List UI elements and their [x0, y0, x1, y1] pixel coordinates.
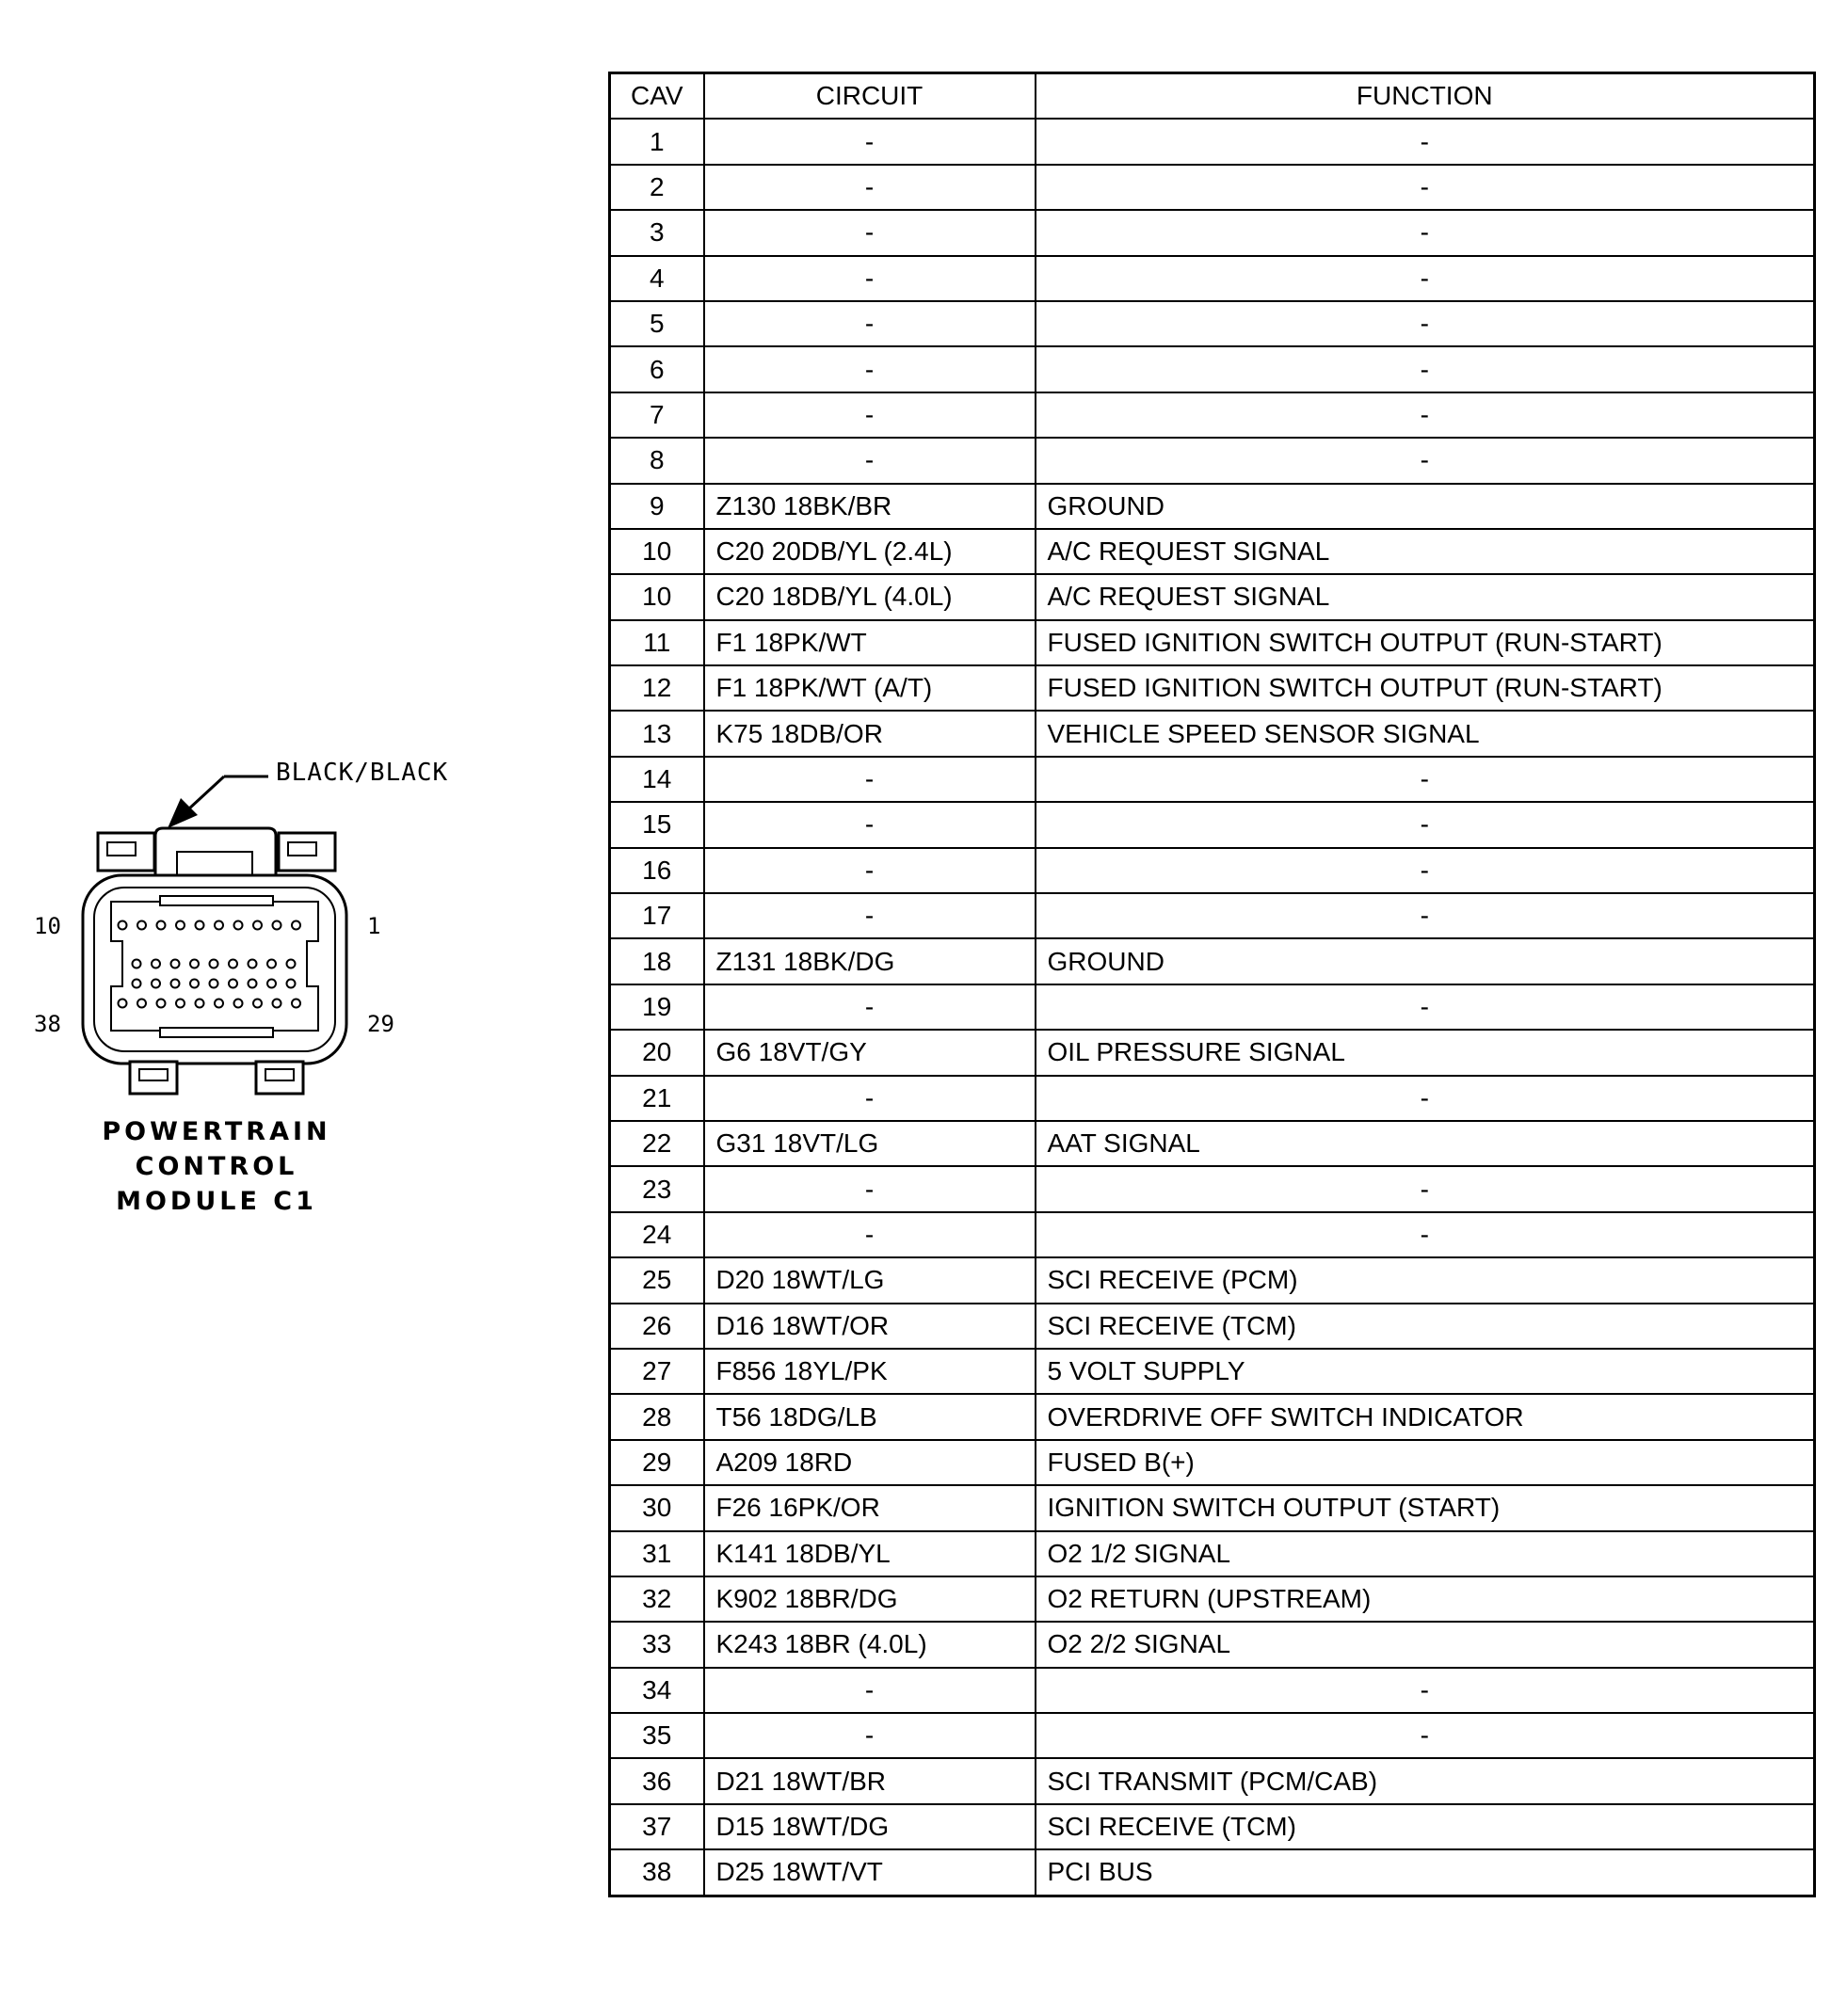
circuit-cell: -: [704, 848, 1036, 893]
function-cell: -: [1036, 346, 1815, 392]
pin-socket: [215, 1000, 223, 1008]
pin-socket: [137, 1000, 146, 1008]
pin-socket: [234, 1000, 243, 1008]
circuit-cell: -: [704, 165, 1036, 210]
circuit-cell: -: [704, 346, 1036, 392]
pin-socket: [196, 1000, 204, 1008]
function-cell: SCI TRANSMIT (PCM/CAB): [1036, 1758, 1815, 1803]
table-row: [610, 757, 1815, 802]
function-cell: FUSED IGNITION SWITCH OUTPUT (RUN-START): [1036, 665, 1815, 711]
function-cell: GROUND: [1036, 938, 1815, 984]
circuit-cell: K243 18BR (4.0L): [704, 1622, 1036, 1667]
table-row: [610, 1531, 1815, 1576]
header-function: FUNCTION: [1036, 73, 1815, 120]
color-leader-diagonal: [188, 776, 224, 809]
circuit-cell: -: [704, 1166, 1036, 1211]
cav-cell: 12: [610, 665, 704, 711]
circuit-cell: F856 18YL/PK: [704, 1349, 1036, 1394]
function-cell: -: [1036, 210, 1815, 255]
pin-socket: [229, 960, 237, 968]
function-cell: IGNITION SWITCH OUTPUT (START): [1036, 1485, 1815, 1530]
circuit-cell: -: [704, 1668, 1036, 1713]
table-row: [610, 1121, 1815, 1166]
function-cell: O2 1/2 SIGNAL: [1036, 1531, 1815, 1576]
table-row: [610, 529, 1815, 574]
table-row: [610, 1440, 1815, 1485]
circuit-cell: -: [704, 1713, 1036, 1758]
table-row: [610, 1166, 1815, 1211]
header-cav: CAV: [610, 73, 704, 120]
table-row: [610, 210, 1815, 255]
circuit-cell: -: [704, 1076, 1036, 1121]
table-row: [610, 1394, 1815, 1439]
pin-socket: [249, 980, 257, 988]
cav-cell: 14: [610, 757, 704, 802]
function-cell: A/C REQUEST SIGNAL: [1036, 529, 1815, 574]
circuit-cell: D20 18WT/LG: [704, 1257, 1036, 1303]
function-cell: -: [1036, 802, 1815, 847]
cav-cell: 13: [610, 711, 704, 756]
cav-cell: 32: [610, 1576, 704, 1622]
color-arrow-head: [168, 798, 198, 828]
cav-cell: 2: [610, 165, 704, 210]
circuit-cell: Z131 18BK/DG: [704, 938, 1036, 984]
circuit-cell: -: [704, 438, 1036, 483]
cav-cell: 11: [610, 620, 704, 665]
function-cell: -: [1036, 893, 1815, 938]
header-circuit: CIRCUIT: [704, 73, 1036, 120]
circuit-cell: D15 18WT/DG: [704, 1804, 1036, 1849]
cav-cell: 35: [610, 1713, 704, 1758]
circuit-cell: Z130 18BK/BR: [704, 484, 1036, 529]
cav-cell: 33: [610, 1622, 704, 1667]
circuit-cell: -: [704, 210, 1036, 255]
circuit-cell: -: [704, 392, 1036, 438]
cav-cell: 37: [610, 1804, 704, 1849]
circuit-cell: F1 18PK/WT: [704, 620, 1036, 665]
function-cell: O2 2/2 SIGNAL: [1036, 1622, 1815, 1667]
function-cell: -: [1036, 392, 1815, 438]
function-cell: FUSED B(+): [1036, 1440, 1815, 1485]
circuit-cell: -: [704, 119, 1036, 164]
cav-cell: 20: [610, 1030, 704, 1075]
function-cell: -: [1036, 1076, 1815, 1121]
function-cell: AAT SIGNAL: [1036, 1121, 1815, 1166]
table-row: [610, 484, 1815, 529]
circuit-cell: -: [704, 256, 1036, 301]
cav-cell: 36: [610, 1758, 704, 1803]
table-row: [610, 620, 1815, 665]
table-header-row: [610, 73, 1815, 120]
cav-cell: 6: [610, 346, 704, 392]
pin-socket: [267, 980, 276, 988]
cav-cell: 15: [610, 802, 704, 847]
pin-socket: [253, 921, 262, 930]
pin-socket: [210, 960, 218, 968]
cav-cell: 25: [610, 1257, 704, 1303]
cav-cell: 16: [610, 848, 704, 893]
circuit-cell: -: [704, 1212, 1036, 1257]
function-cell: -: [1036, 1212, 1815, 1257]
circuit-cell: K75 18DB/OR: [704, 711, 1036, 756]
table-row: [610, 1849, 1815, 1896]
function-cell: -: [1036, 119, 1815, 164]
pin-socket: [267, 960, 276, 968]
pin-label-bottom-left: 38: [34, 1011, 61, 1037]
cav-cell: 10: [610, 574, 704, 619]
function-cell: OVERDRIVE OFF SWITCH INDICATOR: [1036, 1394, 1815, 1439]
function-cell: FUSED IGNITION SWITCH OUTPUT (RUN-START): [1036, 620, 1815, 665]
table-row: [610, 165, 1815, 210]
circuit-cell: C20 20DB/YL (2.4L): [704, 529, 1036, 574]
pin-socket: [157, 1000, 166, 1008]
cav-cell: 19: [610, 984, 704, 1030]
circuit-cell: -: [704, 893, 1036, 938]
pin-socket: [287, 960, 296, 968]
table-row: [610, 1758, 1815, 1803]
table-row: [610, 119, 1815, 164]
pin-socket: [210, 980, 218, 988]
pin-label-top-right: 1: [367, 913, 381, 939]
function-cell: -: [1036, 848, 1815, 893]
pin-socket: [292, 921, 300, 930]
table-row: [610, 438, 1815, 483]
function-cell: -: [1036, 165, 1815, 210]
function-cell: -: [1036, 1668, 1815, 1713]
cav-cell: 31: [610, 1531, 704, 1576]
pin-socket: [157, 921, 166, 930]
table-row: [610, 848, 1815, 893]
pin-socket: [133, 980, 141, 988]
function-cell: PCI BUS: [1036, 1849, 1815, 1896]
cav-cell: 8: [610, 438, 704, 483]
table-row: [610, 1622, 1815, 1667]
table-row: [610, 1304, 1815, 1349]
pin-socket: [229, 980, 237, 988]
circuit-cell: K141 18DB/YL: [704, 1531, 1036, 1576]
module-title: POWERTRAIN CONTROL MODULE C1: [102, 1117, 331, 1216]
cav-cell: 29: [610, 1440, 704, 1485]
cav-cell: 22: [610, 1121, 704, 1166]
pin-socket: [196, 921, 204, 930]
table-row: [610, 1212, 1815, 1257]
cav-cell: 27: [610, 1349, 704, 1394]
cav-cell: 21: [610, 1076, 704, 1121]
table-row: [610, 938, 1815, 984]
circuit-cell: A209 18RD: [704, 1440, 1036, 1485]
circuit-cell: K902 18BR/DG: [704, 1576, 1036, 1622]
cav-cell: 24: [610, 1212, 704, 1257]
pin-socket: [190, 980, 199, 988]
table-row: [610, 1576, 1815, 1622]
pin-socket: [273, 1000, 281, 1008]
function-cell: -: [1036, 1166, 1815, 1211]
circuit-cell: -: [704, 757, 1036, 802]
table-row: [610, 665, 1815, 711]
table-row: [610, 1030, 1815, 1075]
function-cell: -: [1036, 256, 1815, 301]
cav-cell: 17: [610, 893, 704, 938]
pin-socket: [171, 980, 180, 988]
pin-socket: [190, 960, 199, 968]
circuit-cell: G31 18VT/LG: [704, 1121, 1036, 1166]
circuit-cell: G6 18VT/GY: [704, 1030, 1036, 1075]
function-cell: -: [1036, 301, 1815, 346]
cav-cell: 10: [610, 529, 704, 574]
table-row: [610, 1713, 1815, 1758]
cav-cell: 23: [610, 1166, 704, 1211]
pin-label-bottom-right: 29: [367, 1011, 394, 1037]
table-row: [610, 256, 1815, 301]
pin-label-top-left: 10: [34, 913, 61, 939]
function-cell: SCI RECEIVE (PCM): [1036, 1257, 1815, 1303]
cav-cell: 26: [610, 1304, 704, 1349]
cav-cell: 9: [610, 484, 704, 529]
circuit-cell: -: [704, 802, 1036, 847]
table-row: [610, 1257, 1815, 1303]
pin-socket: [133, 960, 141, 968]
table-row: [610, 1349, 1815, 1394]
pin-socket: [273, 921, 281, 930]
circuit-cell: C20 18DB/YL (4.0L): [704, 574, 1036, 619]
cav-cell: 18: [610, 938, 704, 984]
cav-cell: 7: [610, 392, 704, 438]
circuit-cell: -: [704, 984, 1036, 1030]
pin-socket: [176, 921, 185, 930]
function-cell: A/C REQUEST SIGNAL: [1036, 574, 1815, 619]
table-row: [610, 301, 1815, 346]
function-cell: VEHICLE SPEED SENSOR SIGNAL: [1036, 711, 1815, 756]
pin-socket: [171, 960, 180, 968]
circuit-cell: D16 18WT/OR: [704, 1304, 1036, 1349]
function-cell: -: [1036, 757, 1815, 802]
pin-socket: [292, 1000, 300, 1008]
table-row: [610, 392, 1815, 438]
circuit-cell: -: [704, 301, 1036, 346]
pin-socket: [152, 960, 160, 968]
circuit-cell: D25 18WT/VT: [704, 1849, 1036, 1896]
table-row: [610, 574, 1815, 619]
cav-cell: 28: [610, 1394, 704, 1439]
circuit-cell: F26 16PK/OR: [704, 1485, 1036, 1530]
pin-socket: [119, 921, 127, 930]
cav-cell: 4: [610, 256, 704, 301]
table-row: [610, 1076, 1815, 1121]
circuit-cell: T56 18DG/LB: [704, 1394, 1036, 1439]
cav-cell: 38: [610, 1849, 704, 1896]
function-cell: O2 RETURN (UPSTREAM): [1036, 1576, 1815, 1622]
pin-socket: [287, 980, 296, 988]
cav-cell: 30: [610, 1485, 704, 1530]
cav-cell: 5: [610, 301, 704, 346]
function-cell: -: [1036, 984, 1815, 1030]
pin-socket: [137, 921, 146, 930]
function-cell: SCI RECEIVE (TCM): [1036, 1304, 1815, 1349]
table-row: [610, 984, 1815, 1030]
pin-socket: [176, 1000, 185, 1008]
function-cell: 5 VOLT SUPPLY: [1036, 1349, 1815, 1394]
pin-socket: [253, 1000, 262, 1008]
circuit-cell: F1 18PK/WT (A/T): [704, 665, 1036, 711]
table-row: [610, 346, 1815, 392]
cavity-table: [608, 72, 1816, 1897]
pin-socket: [152, 980, 160, 988]
function-cell: SCI RECEIVE (TCM): [1036, 1804, 1815, 1849]
table-row: [610, 802, 1815, 847]
function-cell: GROUND: [1036, 484, 1815, 529]
cav-cell: 3: [610, 210, 704, 255]
table-row: [610, 893, 1815, 938]
table-row: [610, 1804, 1815, 1849]
pin-socket: [215, 921, 223, 930]
cav-cell: 34: [610, 1668, 704, 1713]
connector-color-label: BLACK/BLACK: [276, 759, 449, 787]
table-row: [610, 1668, 1815, 1713]
table-row: [610, 711, 1815, 756]
function-cell: -: [1036, 1713, 1815, 1758]
circuit-cell: D21 18WT/BR: [704, 1758, 1036, 1803]
pin-socket: [234, 921, 243, 930]
pin-socket: [119, 1000, 127, 1008]
function-cell: -: [1036, 438, 1815, 483]
function-cell: OIL PRESSURE SIGNAL: [1036, 1030, 1815, 1075]
cav-cell: 1: [610, 119, 704, 164]
table-row: [610, 1485, 1815, 1530]
pin-socket: [249, 960, 257, 968]
